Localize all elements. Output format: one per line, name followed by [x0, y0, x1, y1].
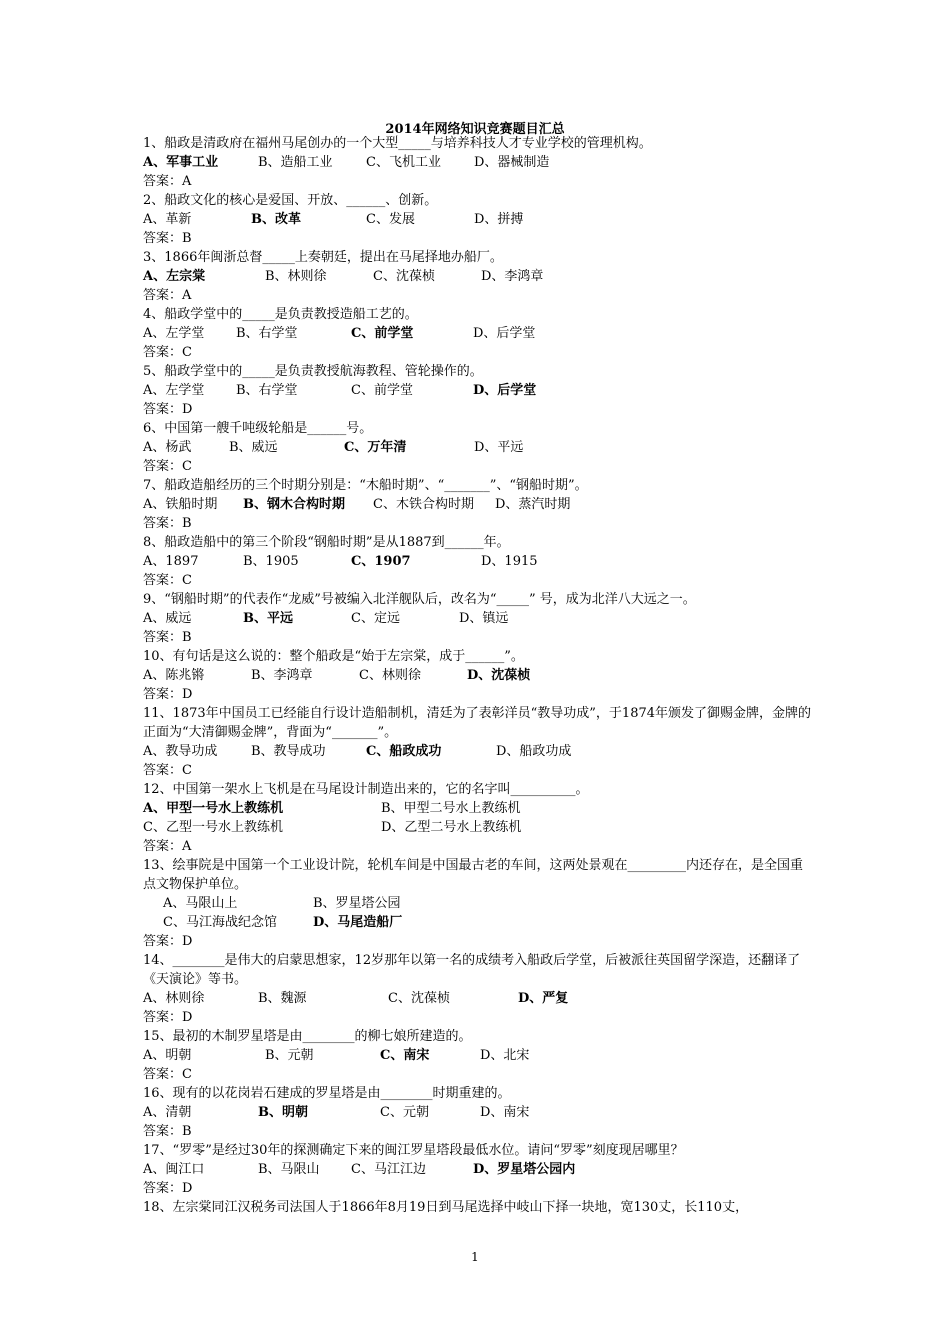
option-d: D、后学堂 — [473, 326, 536, 341]
options-row — [143, 267, 815, 286]
question-list — [143, 134, 815, 1217]
option-b: B、造船工业 — [258, 155, 333, 170]
options-row — [143, 324, 815, 343]
question-text: 6、中国第一艘千吨级轮船是______号。 — [143, 421, 373, 436]
option-d: D、沈葆桢 — [467, 668, 531, 683]
option-b: B、李鸿章 — [251, 668, 313, 683]
option-c: C、林则徐 — [359, 668, 421, 683]
option-c: C、元朝 — [380, 1105, 429, 1120]
option-a: A、明朝 — [143, 1048, 192, 1063]
option-b: B、右学堂 — [236, 383, 298, 398]
option-c: C、木铁合构时期 — [373, 497, 474, 512]
question-text: 15、最初的木制罗星塔是由________的柳七娘所建造的。 — [143, 1029, 472, 1044]
question-text: 10、有句话是这么说的：整个船政是“始于左宗棠，成于______”。 — [143, 649, 524, 664]
option-a: A、杨武 — [143, 440, 192, 455]
question-text: 1、船政是清政府在福州马尾创办的一个大型_____与培养科技人才专业学校的管理机构。 — [143, 136, 652, 151]
question-text: 17、“罗零”是经过30年的探测确定下来的闽江罗星塔段最低水位。请问“罗零”刻度现居哪里？ — [143, 1143, 684, 1158]
option-a: A、铁船时期 — [143, 497, 218, 512]
option-b: B、教导成功 — [251, 744, 326, 759]
question-text: 3、1866年闽浙总督_____上奏朝廷，提出在马尾择地办船厂。 — [143, 250, 503, 265]
option-b: B、甲型二号水上教练机 — [381, 801, 521, 816]
answer-line: 答案：B — [143, 630, 192, 645]
question-text: 11、1873年中国员工已经能自行设计造船制机，清廷为了表彰洋员“教导功成”，于1874年颁发了御赐金牌，金牌的正面为“大清御赐金牌”，背面为“_______”。 — [143, 706, 812, 740]
option-c: C、飞机工业 — [366, 155, 441, 170]
answer-line: 答案：C — [143, 345, 192, 360]
option-b: B、马限山 — [258, 1162, 320, 1177]
option-d: D、器械制造 — [474, 155, 550, 170]
option-a: A、教导功成 — [143, 744, 218, 759]
options-row — [143, 438, 815, 457]
options-row — [143, 609, 815, 628]
option-b: B、威远 — [229, 440, 278, 455]
question-text: 8、船政造船中的第三个阶段“钢船时期”是从1887到______年。 — [143, 535, 510, 550]
option-a: A、革新 — [143, 212, 192, 227]
option-b: B、钢木合构时期 — [243, 497, 345, 512]
answer-line: 答案：D — [143, 1010, 193, 1025]
option-b: B、罗星塔公园 — [313, 896, 401, 911]
answer-line: 答案：D — [143, 1181, 193, 1196]
option-d: D、蒸汽时期 — [495, 497, 571, 512]
page-number: 1 — [471, 1250, 479, 1264]
option-a: A、左宗棠 — [143, 269, 206, 284]
page-title: 2014年网络知识竞赛题目汇总 — [385, 122, 565, 137]
option-a: A、林则徐 — [143, 991, 205, 1006]
answer-line: 答案：D — [143, 687, 193, 702]
option-d: D、马尾造船厂 — [313, 915, 403, 930]
option-c: C、沈葆桢 — [388, 991, 450, 1006]
option-c: C、沈葆桢 — [373, 269, 435, 284]
option-c: C、发展 — [366, 212, 415, 227]
option-b: B、改革 — [251, 212, 301, 227]
option-c: C、万年清 — [344, 440, 407, 455]
answer-line: 答案：A — [143, 288, 192, 303]
question-text: 5、船政学堂中的_____是负责教授航海教程、管轮操作的。 — [143, 364, 483, 379]
question-text: 2、船政文化的核心是爱国、开放、______、创新。 — [143, 193, 438, 208]
option-a: A、甲型一号水上教练机 — [143, 801, 284, 816]
options-row — [143, 1046, 815, 1065]
option-c: C、乙型一号水上教练机 — [143, 820, 283, 835]
option-d: D、严复 — [518, 991, 569, 1006]
option-a: A、清朝 — [143, 1105, 192, 1120]
options-row — [143, 913, 815, 932]
option-d: D、平远 — [474, 440, 524, 455]
question-text: 12、中国第一架水上飞机是在马尾设计制造出来的，它的名字叫__________。 — [143, 782, 589, 797]
question-text: 14、________是伟大的启蒙思想家，12岁那年以第一名的成绩考入船政后学堂，后被派往英国留学深造，还翻译了《天演论》等书。 — [143, 953, 801, 987]
option-c: C、马江海战纪念馆 — [163, 915, 277, 930]
options-row — [143, 989, 815, 1008]
option-a: A、闽江口 — [143, 1162, 205, 1177]
answer-line: 答案：B — [143, 516, 192, 531]
question-text: 13、绘事院是中国第一个工业设计院，轮机车间是中国最古老的车间，这两处景观在_________内还存在，是全国重点文物保护单位。 — [143, 858, 804, 892]
question-text: 7、船政造船经历的三个时期分别是：“木船时期”、“_______”、“钢船时期”。 — [143, 478, 588, 493]
options-row — [143, 1103, 815, 1122]
option-c: C、船政成功 — [366, 744, 442, 759]
answer-line: 答案：B — [143, 1124, 192, 1139]
option-b: B、元朝 — [265, 1048, 314, 1063]
option-a: A、1897 — [143, 554, 199, 569]
option-b: B、林则徐 — [265, 269, 327, 284]
option-d: D、乙型二号水上教练机 — [381, 820, 522, 835]
option-c: C、马江江边 — [351, 1162, 426, 1177]
answer-line: 答案：A — [143, 174, 192, 189]
options-row — [143, 1160, 815, 1179]
answer-line: 答案：A — [143, 839, 192, 854]
answer-line: 答案：C — [143, 459, 192, 474]
answer-line: 答案：C — [143, 573, 192, 588]
options-row — [143, 210, 815, 229]
options-row — [143, 894, 815, 913]
answer-line: 答案：D — [143, 402, 193, 417]
option-d: D、1915 — [481, 554, 538, 569]
option-a: A、陈兆锵 — [143, 668, 205, 683]
option-d: D、镇远 — [459, 611, 509, 626]
question-text: 16、现有的以花岗岩石建成的罗星塔是由________时期重建的。 — [143, 1086, 511, 1101]
answer-line: 答案：C — [143, 763, 192, 778]
options-row — [143, 818, 815, 837]
answer-line: 答案：D — [143, 934, 193, 949]
option-d: D、拼搏 — [474, 212, 524, 227]
options-row — [143, 799, 815, 818]
option-a: A、左学堂 — [143, 326, 205, 341]
question-text: 9、“钢船时期”的代表作“龙威”号被编入北洋舰队后，改名为“_____” 号，成为北洋八大远之一。 — [143, 592, 696, 607]
option-a: A、马限山上 — [163, 896, 238, 911]
option-d: D、后学堂 — [473, 383, 537, 398]
option-a: A、左学堂 — [143, 383, 205, 398]
option-d: D、北宋 — [480, 1048, 530, 1063]
options-row — [143, 153, 815, 172]
option-c: C、前学堂 — [351, 383, 413, 398]
option-d: D、南宋 — [480, 1105, 530, 1120]
question-text: 4、船政学堂中的_____是负责教授造船工艺的。 — [143, 307, 418, 322]
option-c: C、定远 — [351, 611, 400, 626]
option-d: D、罗星塔公园内 — [473, 1162, 576, 1177]
option-b: B、1905 — [243, 554, 299, 569]
option-c: C、前学堂 — [351, 326, 414, 341]
option-b: B、魏源 — [258, 991, 307, 1006]
options-row — [143, 495, 815, 514]
options-row — [143, 742, 815, 761]
answer-line: 答案：C — [143, 1067, 192, 1082]
option-c: C、1907 — [351, 554, 411, 569]
options-row — [143, 666, 815, 685]
option-d: D、李鸿章 — [481, 269, 544, 284]
option-c: C、南宋 — [380, 1048, 430, 1063]
options-row — [143, 552, 815, 571]
option-b: B、平远 — [243, 611, 293, 626]
answer-line: 答案：B — [143, 231, 192, 246]
option-b: B、右学堂 — [236, 326, 298, 341]
option-a: A、军事工业 — [143, 155, 219, 170]
option-a: A、威远 — [143, 611, 192, 626]
question-text: 18、左宗棠同江汉税务司法国人于1866年8月19日到马尾选择中岐山下择一块地，宽130丈，长110丈， — [143, 1200, 749, 1215]
option-d: D、船政功成 — [496, 744, 572, 759]
options-row — [143, 381, 815, 400]
option-b: B、明朝 — [258, 1105, 308, 1120]
